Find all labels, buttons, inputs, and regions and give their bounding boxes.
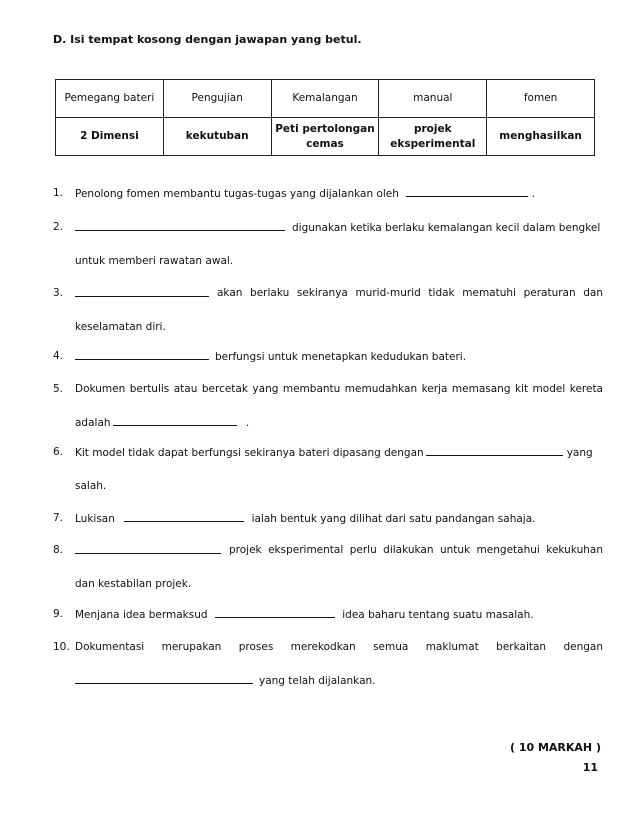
answer-blank[interactable]: [75, 220, 285, 231]
word-bank-cell: Pemegang bateri: [56, 80, 164, 118]
question-text: projek eksperimental perlu dilakukan untuk mengetahui kekukuhan: [229, 544, 603, 556]
question-text-continued: adalah: [75, 417, 111, 429]
question-number: 10.: [53, 641, 70, 653]
answer-blank[interactable]: [124, 511, 244, 522]
total-marks: ( 10 MARKAH ): [509, 741, 601, 754]
question-text: .: [531, 188, 535, 200]
question-text: berfungsi untuk menetapkan kedudukan bateri.: [215, 351, 467, 363]
word-bank-table: [55, 79, 595, 156]
question-text-continued: salah.: [75, 480, 107, 492]
word-bank-cell: Kemalangan: [271, 80, 379, 118]
question-number: 9.: [53, 608, 64, 620]
answer-blank[interactable]: [75, 286, 209, 297]
question-number: 2.: [53, 221, 64, 233]
question-text-continued: dan kestabilan projek.: [75, 578, 192, 590]
word-bank-cell: menghasilkan: [487, 118, 595, 156]
answer-blank[interactable]: [113, 415, 237, 426]
question-text-continued: yang telah dijalankan.: [259, 675, 376, 687]
question-text: Penolong fomen membantu tugas-tugas yang dijalankan oleh: [75, 188, 399, 200]
word-bank-cell: Pengujian: [163, 80, 271, 118]
answer-blank[interactable]: [426, 445, 563, 456]
question-number: 8.: [53, 544, 64, 556]
answer-blank[interactable]: [75, 543, 221, 554]
question-text-continued: keselamatan diri.: [75, 321, 166, 333]
question-number: 4.: [53, 350, 64, 362]
page-number: 11: [582, 761, 598, 774]
answer-blank[interactable]: [75, 349, 209, 360]
word-bank-row: [56, 80, 595, 118]
question-number: 3.: [53, 287, 64, 299]
question-number: 1.: [53, 187, 64, 199]
question-text-continued: untuk memberi rawatan awal.: [75, 255, 234, 267]
word-bank-cell: manual: [379, 80, 487, 118]
question-number: 6.: [53, 446, 64, 458]
question-text: Dokumentasi merupakan proses merekodkan semua maklumat berkaitan dengan: [75, 641, 603, 653]
word-bank-row: [56, 118, 595, 156]
question-text: digunakan ketika berlaku kemalangan kecil dalam bengkel: [292, 222, 601, 234]
word-bank-cell: Peti pertolongan cemas: [271, 118, 379, 156]
word-bank-cell: fomen: [487, 80, 595, 118]
question-text: ialah bentuk yang dilihat dari satu pandangan sahaja.: [251, 513, 536, 525]
question-number: 5.: [53, 383, 64, 395]
question-text: idea baharu tentang suatu masalah.: [342, 609, 534, 621]
answer-blank[interactable]: [406, 186, 528, 197]
question-number: 7.: [53, 512, 64, 524]
word-bank-cell: kekutuban: [163, 118, 271, 156]
section-title: D. Isi tempat kosong dengan jawapan yang betul.: [53, 33, 362, 46]
question-text: Dokumen bertulis atau bercetak yang membantu memudahkan kerja memasang kit model kereta: [75, 383, 603, 395]
word-bank-cell: 2 Dimensi: [56, 118, 164, 156]
question-text: Lukisan: [75, 513, 115, 525]
question-text: akan berlaku sekiranya murid-murid tidak mematuhi peraturan dan: [217, 287, 603, 299]
question-text: Menjana idea bermaksud: [75, 609, 208, 621]
word-bank-cell: projek eksperimental: [379, 118, 487, 156]
question-text: Kit model tidak dapat berfungsi sekiranya bateri dipasang dengan: [75, 447, 424, 459]
answer-blank[interactable]: [215, 607, 335, 618]
question-text: yang: [566, 447, 593, 459]
answer-blank[interactable]: [75, 673, 253, 684]
question-text-continued: .: [245, 417, 250, 429]
